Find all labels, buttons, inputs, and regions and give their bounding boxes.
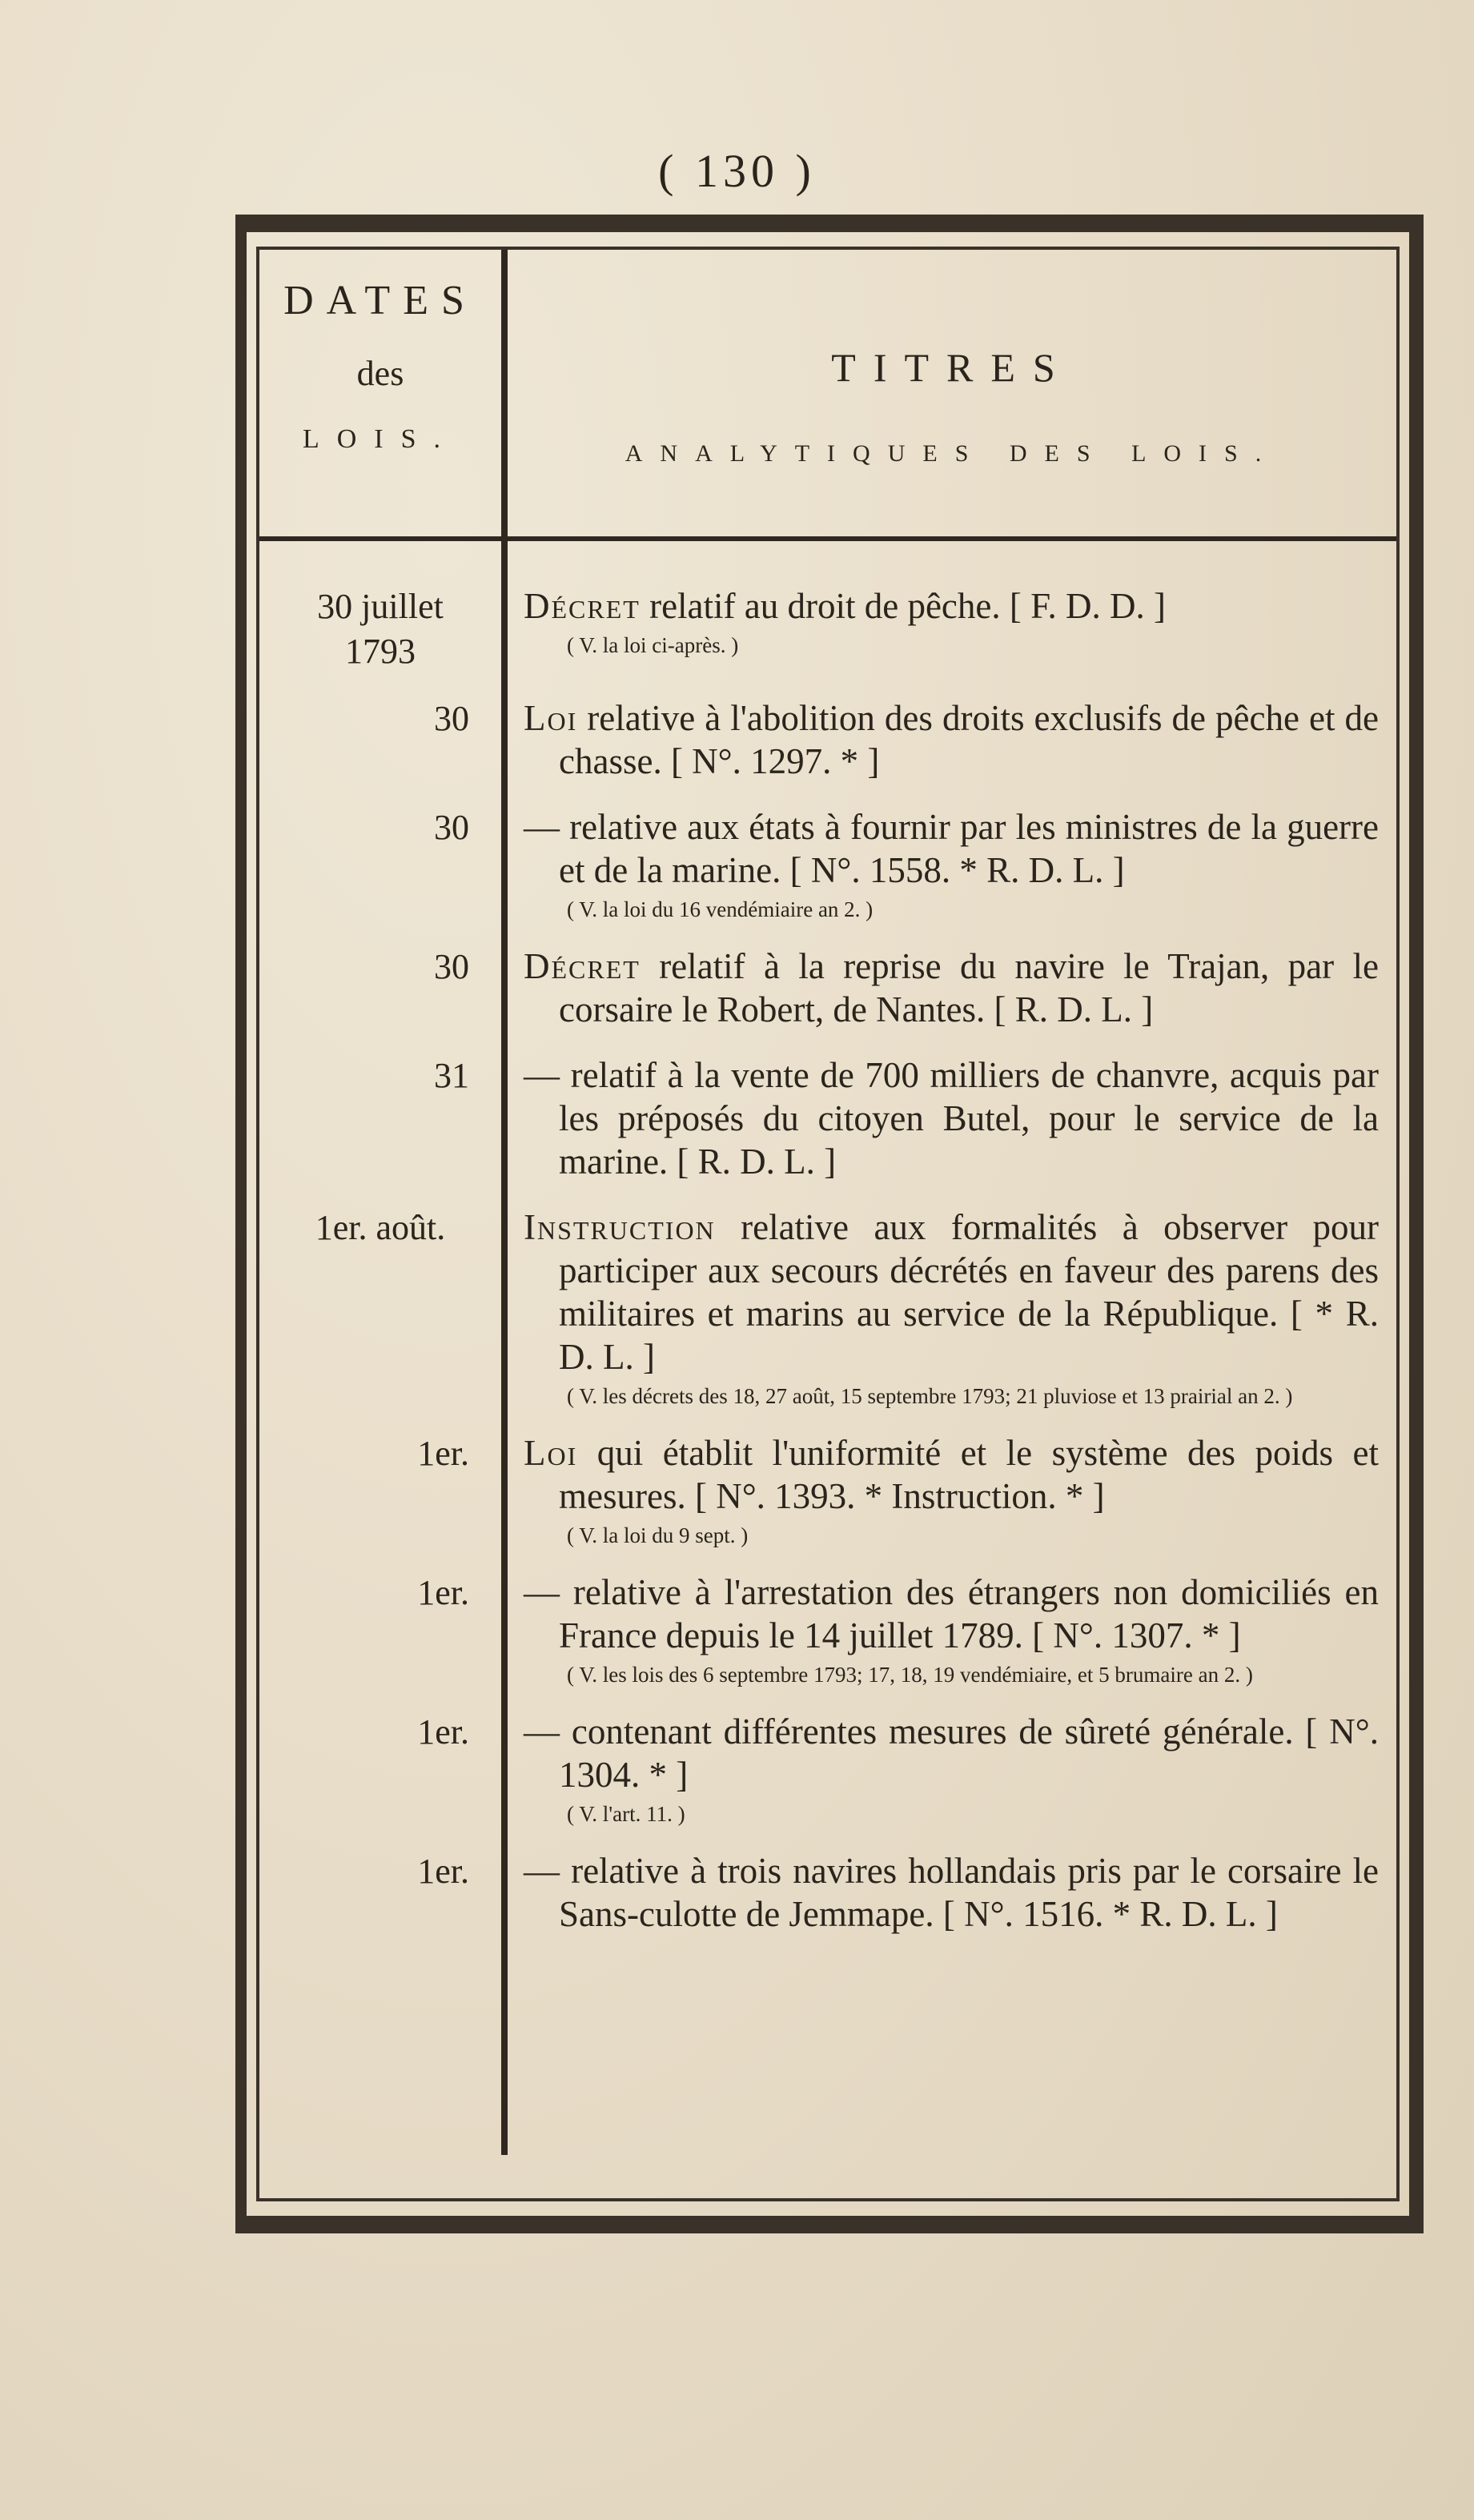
entry-body <box>501 1053 1396 1183</box>
list-item <box>259 945 1396 1031</box>
entry-text <box>524 1206 1379 1378</box>
entry-text <box>524 696 1379 783</box>
entry-title: relative à l'abolition des droits exclusifs de pêche et de chasse. [ N°. 1297. * ] <box>559 698 1379 781</box>
entry-text <box>524 1431 1379 1518</box>
entry-body <box>501 1571 1396 1687</box>
titres-title: TITRES <box>831 345 1073 390</box>
entry-date-text: 31 <box>434 1056 469 1095</box>
entry-date-text: 30 <box>434 699 469 738</box>
table-frame <box>235 215 1424 2233</box>
entry-text <box>524 584 1379 628</box>
entry-date-text: 30 juillet <box>317 587 444 626</box>
entry-title: — contenant différentes mesures de sûreté générale. [ N°. 1304. * ] <box>524 1711 1379 1795</box>
entry-lead-word: Loi <box>524 1433 578 1473</box>
entry-body <box>501 1431 1396 1548</box>
list-item <box>259 1571 1396 1687</box>
entry-date <box>259 1053 501 1183</box>
list-item <box>259 805 1396 922</box>
entry-date-text: 1er. <box>417 1434 469 1473</box>
entry-date <box>259 696 501 783</box>
entry-text <box>524 1053 1379 1183</box>
entry-date <box>259 584 501 674</box>
entry-date-text: 1er. août. <box>315 1208 446 1247</box>
entry-text <box>524 1571 1379 1657</box>
entry-body <box>501 1710 1396 1827</box>
entry-date <box>259 1710 501 1827</box>
entry-title: relative aux formalités à observer pour participer aux secours décrétés en faveur des parens des militaires et marins au service de la République. [ * R. D. L. ] <box>559 1207 1379 1377</box>
entry-title: relatif au droit de pêche. [ F. D. D. ] <box>640 586 1166 626</box>
entry-body <box>501 1849 1396 1936</box>
entry-year: 1793 <box>345 632 416 671</box>
titles-column-header <box>508 344 1396 467</box>
entries-list <box>259 584 1396 1958</box>
entry-body <box>501 584 1396 674</box>
entry-date-text: 1er. <box>417 1852 469 1891</box>
entry-date-text: 1er. <box>417 1573 469 1612</box>
list-item <box>259 1431 1396 1548</box>
dates-title: DATES <box>283 278 477 323</box>
list-item <box>259 696 1396 783</box>
entry-date <box>259 805 501 922</box>
dates-des: des <box>356 354 404 393</box>
entry-lead-word: Loi <box>524 698 578 738</box>
entry-title: — relative aux états à fournir par les ministres de la guerre et de la marine. [ N°. 1558. * R. D. L. ] <box>524 807 1379 890</box>
entry-title: — relatif à la vente de 700 milliers de chanvre, acquis par les préposés du citoyen Butel, pour le service de la marine. [ R. D. L. ] <box>524 1055 1379 1182</box>
dates-lois: LOIS. <box>302 424 459 454</box>
entry-body <box>501 945 1396 1031</box>
list-item <box>259 1053 1396 1183</box>
entry-title: qui établit l'uniformité et le système des poids et mesures. [ N°. 1393. * Instruction. * ] <box>559 1433 1379 1516</box>
entry-lead-word: Décret <box>524 946 641 986</box>
entry-note: ( V. les lois des 6 septembre 1793; 17, 18, 19 vendémiaire, et 5 brumaire an 2. ) <box>567 1663 1253 1687</box>
entry-date <box>259 945 501 1031</box>
entry-title: — relative à l'arrestation des étrangers non domiciliés en France depuis le 14 juillet 1789. [ N°. 1307. * ] <box>524 1572 1379 1655</box>
entry-text <box>524 1849 1379 1936</box>
entry-text <box>524 1710 1379 1796</box>
entry-body <box>501 696 1396 783</box>
page-number: ( 130 ) <box>658 145 816 197</box>
list-item <box>259 1710 1396 1827</box>
list-item <box>259 584 1396 674</box>
entry-note: ( V. la loi du 9 sept. ) <box>567 1523 749 1547</box>
entry-date <box>259 1571 501 1687</box>
entry-lead-word: Décret <box>524 586 641 626</box>
entry-note: ( V. la loi ci-après. ) <box>567 633 739 657</box>
analytiques-subtitle: ANALYTIQUES DES LOIS. <box>625 440 1279 467</box>
entry-body <box>501 805 1396 922</box>
entry-date-text: 30 <box>434 808 469 847</box>
entry-text <box>524 945 1379 1031</box>
header-divider <box>259 536 1396 541</box>
entry-note: ( V. la loi du 16 vendémiaire an 2. ) <box>567 897 874 921</box>
dates-column-header <box>259 277 501 455</box>
table-inner-border <box>256 247 1400 2201</box>
list-item <box>259 1206 1396 1409</box>
entry-title: — relative à trois navires hollandais pris par le corsaire le Sans-culotte de Jemmape. [ N°. 1516. * R. D. L. ] <box>524 1851 1379 1934</box>
entry-title: relatif à la reprise du navire le Trajan, par le corsaire le Robert, de Nantes. [ R. D. L. ] <box>559 946 1379 1029</box>
entry-note: ( V. l'art. 11. ) <box>567 1802 685 1826</box>
entry-body <box>501 1206 1396 1409</box>
entry-date <box>259 1849 501 1936</box>
entry-note: ( V. les décrets des 18, 27 août, 15 septembre 1793; 21 pluviose et 13 prairial an 2. ) <box>567 1384 1293 1408</box>
entry-lead-word: Instruction <box>524 1207 716 1247</box>
entry-date <box>259 1431 501 1548</box>
entry-text <box>524 805 1379 892</box>
entry-date-text: 30 <box>434 947 469 986</box>
entry-date <box>259 1206 501 1409</box>
list-item <box>259 1849 1396 1936</box>
entry-date-text: 1er. <box>417 1712 469 1752</box>
